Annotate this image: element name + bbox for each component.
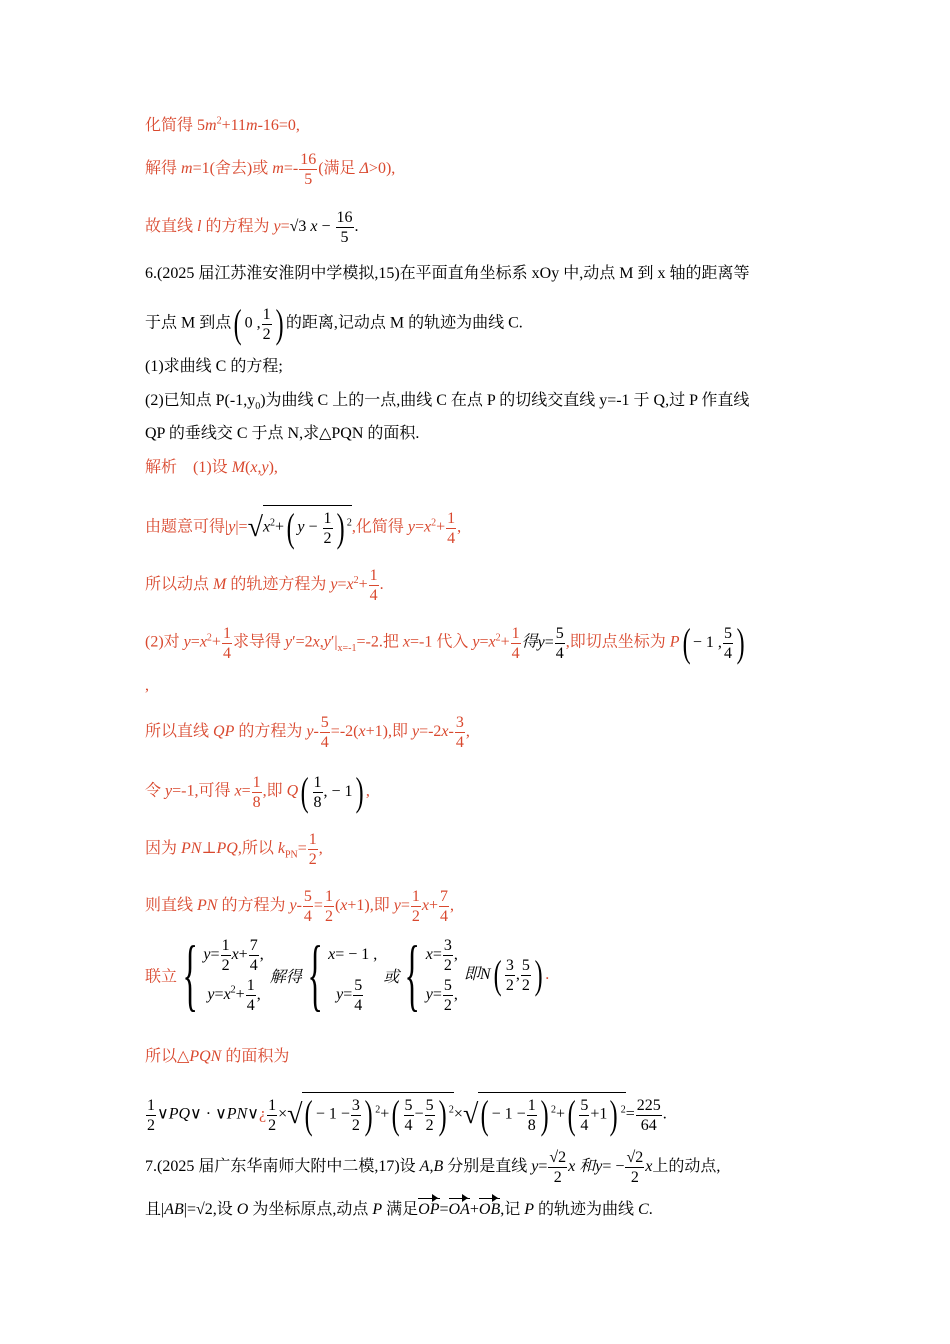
solution-label-line: 解析 (1)设 M(x,y), <box>145 459 278 476</box>
question-6-part-2: (2)已知点 $P(-1,y_0)$为曲线 C 上的一点,曲线 C 在点 P 的切线交直线 y=-1 于 Q,过 P 作直线 <box>145 392 750 413</box>
solution-line-equation-l: 故直线 l 的方程为 y=√3 x − $\frac{16}{5}$ . <box>145 209 359 246</box>
solution-line-solve-m: 解得 m=1(舍去)或 m=- $\frac{16}{5}$ (满足 Δ>0), <box>145 151 396 188</box>
solution-line-area-label: 所以△PQN 的面积为 <box>145 1048 290 1065</box>
solution-line-system: 联立{ y= $\frac{1}{2}$ x+ $\frac{7}{4}$ , $y=x^2+$ $\frac{1}{4}$ , 解得{ x= − 1 , y= $\frac{5}{4}$ 或{ x= $\frac{3}{2}$ , y= $\frac{5}{2}$ , 即N( $\frac{3}{2}$ , $\frac{5}{2}$ ) . <box>145 931 550 1019</box>
solution-line-trajectory: 所以动点 M 的轨迹方程为 $y=x^2+$ $\frac{1}{4}$ . <box>145 567 384 604</box>
question-6-line-1: 6.(2025 届江苏淮安淮阴中学模拟,15)在平面直角坐标系 xOy 中,动点 M 到 x 轴的距离等 <box>145 265 750 282</box>
solution-line-simplify: 化简得 $5m^2+11m-16=0$, <box>145 115 300 134</box>
solution-line-area-formula: $\frac{1}{2}$ ∨PQ∨ · ∨PN∨¿ $\frac{1}{2}$ ×√( − 1 − $\frac{3}{2}$ ) $^2$+( $\frac{5}{4}$ − $\frac{5}{2}$ ) $^2$×√( − 1 − $\frac{1}{8}$ ) $^2$+( $\frac{5}{4}$ +1) $^2$= $\frac{225}{64}$ . <box>147 1092 667 1137</box>
question-7-line-1: 7.(2025 届广东华南师大附中二模,17)设 A,B 分别是直线 y= $\frac{√2}{2}$ x 和y= − $\frac{√2}{2}$ x上的动点, <box>145 1149 721 1186</box>
solution-line-derivative: (2)对 $y=x^2+$ $\frac{1}{4}$ 求导得 $y'=2x,y'|_{x=-1}=-2$.把 x=-1 代入 $y=x^2+$ $\frac{1}{4}$ 得y= $\frac{5}{4}$ ,即切点坐标为 P( − 1 , $\frac{5}{4}$ ) <box>145 620 745 665</box>
question-6-part-2-cont: QP 的垂线交 C 于点 N,求△PQN 的面积. <box>145 425 420 442</box>
question-6-part-1: (1)求曲线 C 的方程; <box>145 358 283 375</box>
solution-line-q-point: 令 y=-1,可得 x= $\frac{1}{8}$ ,即 Q( $\frac{1}{8}$ , − 1) , <box>145 769 370 814</box>
solution-line-qp-equation: 所以直线 QP 的方程为 y- $\frac{5}{4}$ =-2(x+1),即 y=-2x- $\frac{3}{4}$ , <box>145 714 470 751</box>
solution-line-pn-equation: 则直线 PN 的方程为 y- $\frac{5}{4}$ = $\frac{1}{2}$ (x+1),即 y= $\frac{1}{2}$ x+ $\frac{7}{4}$ , <box>145 888 455 925</box>
question-7-line-2: 且|AB|=√2,设 O 为坐标原点,动点 P 满足OP=OA+OB,记 P 的轨迹为曲线 C. <box>145 1201 653 1218</box>
solution-line-comma: , <box>145 677 149 694</box>
solution-line-distance: 由题意可得$|y|=√x^2+$( y − $\frac{1}{2}$ ) $^2$,化简得 $y=x^2+$ $\frac{1}{4}$ , <box>145 505 462 550</box>
question-6-line-2: 于点 M 到点( 0 , $\frac{1}{2}$ ) 的距离,记动点 M 的轨迹为曲线 C. <box>145 301 523 346</box>
solution-line-slope: 因为 PN⊥PQ,所以 $k_{PN}=$ $\frac{1}{2}$ , <box>145 831 323 868</box>
